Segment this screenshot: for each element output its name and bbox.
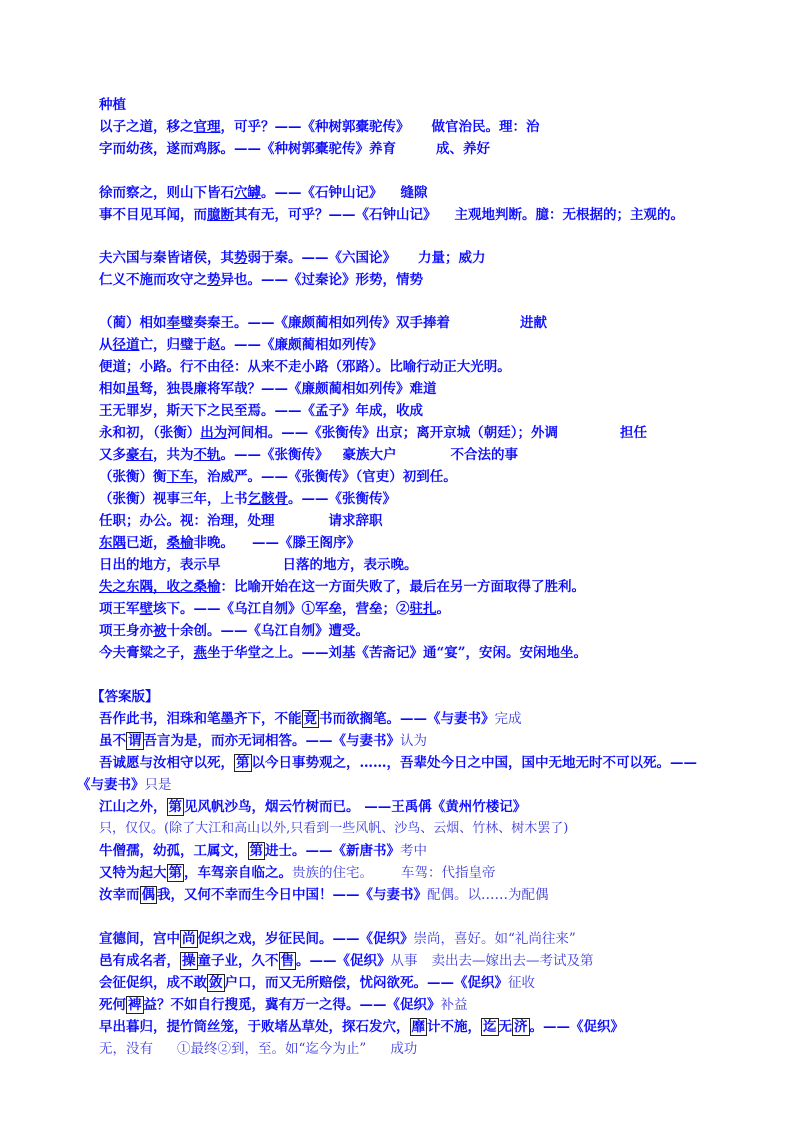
text-line: 王无罪岁，斯天下之民至焉。——《孟子》年成，收成 [99,403,423,419]
text-line: 项王身亦被十余创。——《乌江自刎》遭受。 [99,623,369,639]
text-line: 便道；小路。行不由径：从来不走小路（邪路）。比喻行动正大光明。 [99,359,511,375]
text-line: 《与妻书》只是 [77,777,172,793]
text-line: 字而幼孩，遂而鸡豚。——《种树郭橐驼传》养育 成、养好 [99,141,490,157]
text-line: 汝幸而 偶 我，又何不幸而生今日中国！——《与妻书》配偶。以……为配偶 [99,887,549,903]
text-line: 牛僧孺，幼孤，工属文， 第 进士。——《新唐书》考中 [99,843,427,859]
text-line: 夫六国与秦皆诸侯，其势弱于秦。——《六国论》 力量；威力 [99,250,486,266]
text-line: 宣德间，宫中 尚 促织之戏，岁征民间。——《促织》崇尚，喜好。如“礼尚往来” [99,931,576,947]
text-line: 又多豪右，共为不轨。——《张衡传》 豪族大户 不合法的事 [99,447,518,463]
text-line: 今夫膏粱之子，燕坐于华堂之上。——刘基《苦斋记》通“宴”，安闲。安闲地坐。 [99,645,588,661]
text-line: 徐而察之，则山下皆石穴罅。——《石钟山记》 缝隙 [99,185,428,201]
text-line: 日出的地方，表示早 日落的地方，表示晚。 [99,557,418,573]
text-line: （张衡）衡下车，治威严。——《张衡传》（官吏）初到任。 [99,469,457,485]
text-line: 虽不 谓 吾言为是，而亦无词相答。——《与妻书》认为 [99,733,427,749]
text-line: 死何 裨 益？不如自行搜觅，冀有万一之得。——《促织》补益 [99,997,468,1013]
text-line: 仁义不施而攻守之势异也。——《过秦论》形势，情势 [99,272,423,288]
text-line: 东隅已逝，桑榆非晚。 ——《滕王阁序》 [99,535,360,551]
text-line: 江山之外， 第 见风帆沙鸟，烟云竹树而已。 ——王禹偁《黄州竹楼记》 [99,799,527,815]
text-line: 邑有成名者， 操 童子业，久不 售 。——《促织》从事 卖出去—嫁出去—考试及第 [99,953,594,969]
text-line: 会征促织，成不敢 敛 户口，而又无所赔偿，忧闷欲死。——《促织》征收 [99,975,535,991]
text-line: 项王军壁垓下。——《乌江自刎》①军垒，营垒；②驻扎。 [99,601,450,617]
section-heading: 种植 [99,97,126,113]
text-line: （张衡）视事三年，上书乞骸骨。——《张衡传》 [99,491,396,507]
text-line: 以子之道，移之官理，可乎？——《种树郭橐驼传》 做官治民。理：治 [99,119,540,135]
text-line: 吾诚愿与汝相守以死， 第 以今日事势观之，……，吾辈处今日之中国，国中无地无时不可以死。—— [99,755,697,771]
text-line: 早出暮归，提竹筒丝笼，于败堵丛草处，探石发穴， 靡 计不施， 迄 无 济 。——《促织》 [99,1019,624,1035]
text-line: （蔺）相如奉璧奏秦王。——《廉颇蔺相如列传》双手捧着 进献 [99,315,547,331]
text-line: 无，没有 ①最终②到，至。如“迄今为止” 成功 [99,1041,418,1057]
answer-section-heading: 【答案版】 [91,689,159,705]
text-line: 失之东隅，收之桑榆：比喻开始在这一方面失败了，最后在另一方面取得了胜利。 [99,579,585,595]
text-line: 吾作此书，泪珠和笔墨齐下，不能 竟 书而欲搁笔。——《与妻书》完成 [99,711,522,727]
text-line: 相如虽驽，独畏廉将军哉？——《廉颇蔺相如列传》难道 [99,381,437,397]
text-line: 只，仅仅。(除了大江和高山以外,只看到一些风帆、沙鸟、云烟、竹林、树木罢了) [99,821,569,836]
text-line: 又特为起大 第 ，车驾亲自临之。贵族的住宅。 车驾：代指皇帝 [99,865,496,881]
text-line: 任职；办公。视：治理，处理 请求辞职 [99,513,383,529]
text-line: 事不目见耳闻，而臆断其有无，可乎？——《石钟山记》 主观地判断。臆：无根据的；主观的。 [99,207,684,223]
text-line: 永和初，（张衡）出为河间相。——《张衡传》出京；离开京城（朝廷）；外调 担任 [99,425,647,441]
text-line: 从径道亡，归璧于赵。——《廉颇蔺相如列传》 [99,337,383,353]
